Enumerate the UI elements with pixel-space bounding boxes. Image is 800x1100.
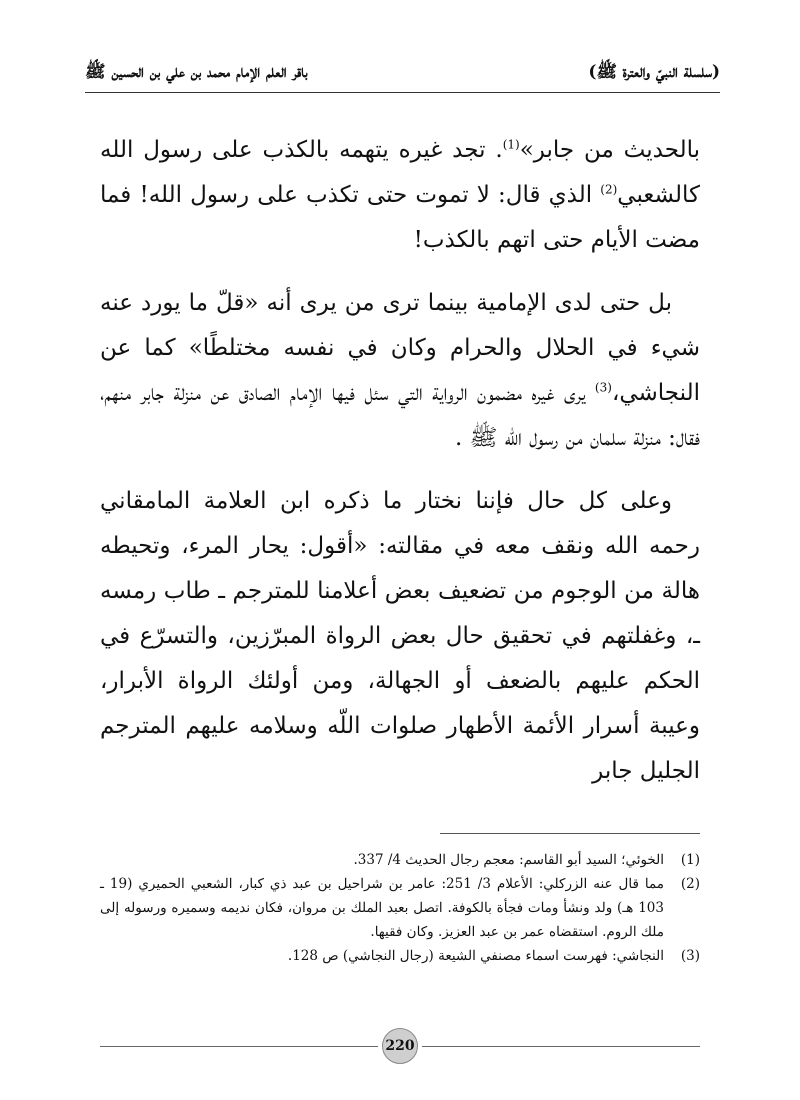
paragraph-1: بالحديث من جابر»$^{(1)}$. تجد غيره يتهمه بالكذب على رسول الله كالشعبي$^{(2)}$ الذي قال: لا تموت حتى تكذب على رسول الله! فما مضت الأيام حتى اتهم بالكذب! [100, 137, 700, 253]
page-number-line-left [100, 1046, 378, 1047]
footnote-ref-3: (3) [594, 380, 612, 395]
page-number: 220 [382, 1028, 418, 1064]
footnote-1: (1) الخوئي؛ السيد أبو القاسم: معجم رجال الحديث 4/ 337. [353, 852, 700, 868]
footnote-rule [440, 833, 700, 834]
header-rule [85, 92, 720, 93]
page-number-line-right [422, 1046, 700, 1047]
page-number-bar [100, 1028, 700, 1064]
footnotes [100, 848, 700, 968]
footnote-2: (2) مما قال عنه الزركلي: الأعلام 3/ 251: عامر بن شراحيل بن عبد ذي كبار، الشعبي الحميري (19 ـ 103 هـ) ولد ونشأ ومات فجأة بالكوفة. اتصل بعبد الملك بن مروان، فكان نديمه وسميره ورسوله إلى ملك الروم. استقضاه عمر بن عبد العزيز. وكان فقيها. [100, 876, 700, 940]
paragraph-2: بل حتى لدى الإمامية بينما ترى من يرى أنه «قلّ ما يورد عنه شيء في الحلال والحرام وكان في نفسه مختلطًا» كما عن النجاشي،$^{(3)}$ يرى غيره مضمون الرواية التي سئل فيها الإمام الصادق عن منزلة جابر منهم، فقال: منزلة سلمان من رسول الله ﷺ . [100, 290, 700, 451]
book-title: باقر العلم الإمام محمد بن علي بن الحسين ﷺ [85, 61, 308, 82]
series-title: (سلسلة النبيّ والعترة ﷺ) [588, 61, 720, 82]
main-text [100, 128, 700, 812]
footnote-ref-2: (2) [600, 182, 618, 197]
footnote-3: (3) النجاشي: فهرست اسماء مصنفي الشيعة (رجال النجاشي) ص 128. [287, 948, 700, 964]
footnote-ref-1: (1) [502, 137, 520, 152]
running-header [85, 56, 720, 90]
paragraph-3: وعلى كل حال فإننا نختار ما ذكره ابن العلامة المامقاني رحمه الله ونقف معه في مقالته: «أقول: يحار المرء، وتحيطه هالة من الوجوم من تضعيف بعض أعلامنا للمترجم ـ طاب رمسه ـ، وغفلتهم في تحقيق حال بعض الرواة المبرّزين، والتسرّع في الحكم عليهم بالضعف أو الجهالة، ومن أولئك الرواة الأبرار، وعيبة أسرار الأئمة الأطهار صلوات اللّه وسلامه عليهم المترجم الجليل جابر [100, 488, 700, 784]
